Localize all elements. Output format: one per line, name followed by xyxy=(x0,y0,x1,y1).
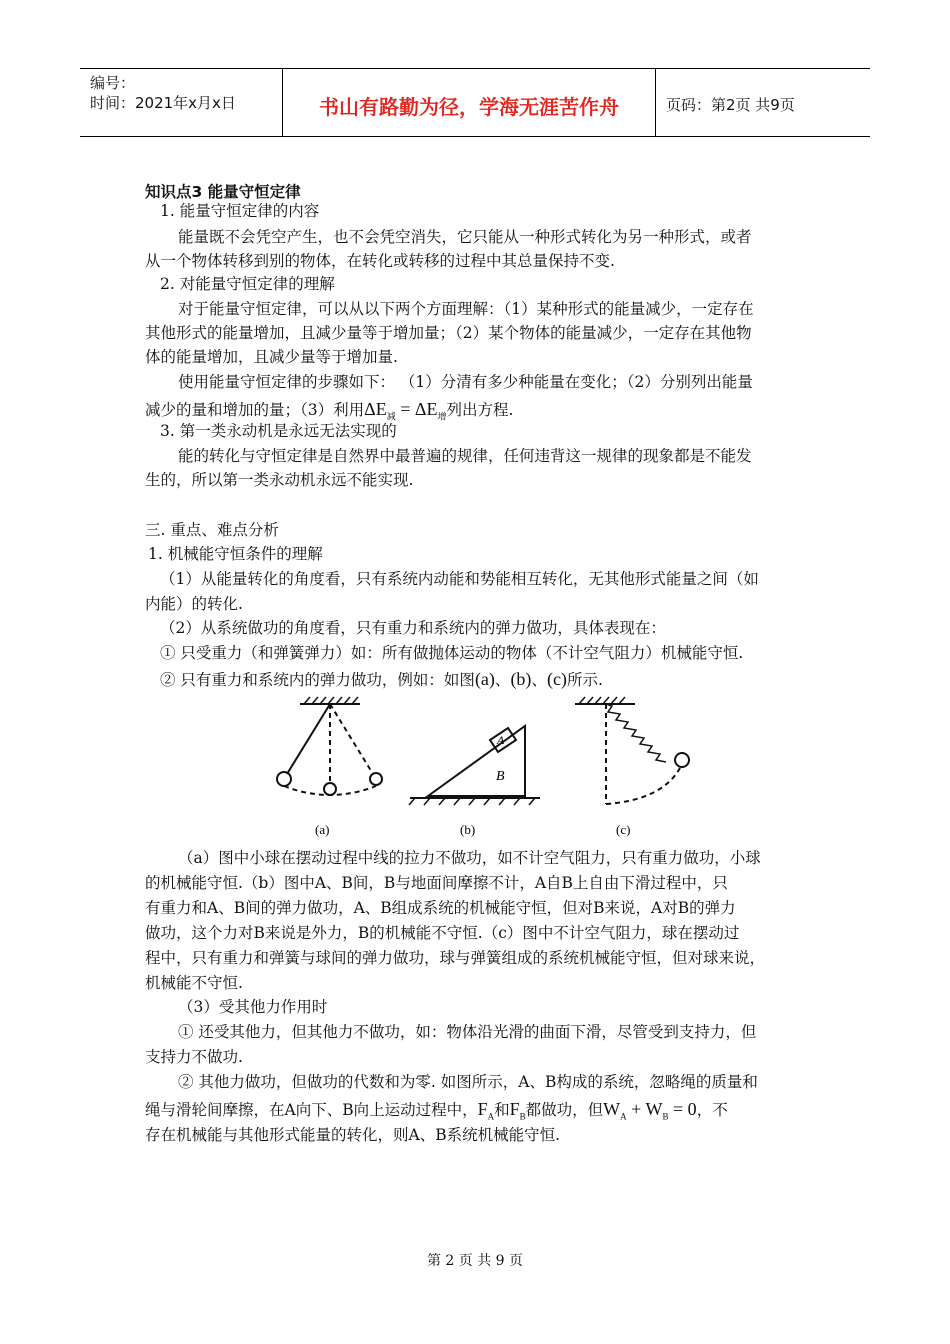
figure-label-b: (b) xyxy=(460,822,476,837)
paragraph-line: 的机械能守恒.（b）图中A、B间，B与地面间摩擦不计，A自B上自由下滑过程中，只 xyxy=(145,874,728,892)
subheading: 1. 机械能守恒条件的理解 xyxy=(148,545,323,563)
paragraph-line: （1）从能量转化的角度看，只有系统内动能和势能相互转化，无其他形式能量之间（如 xyxy=(160,570,759,588)
figure-ref-c: (c) xyxy=(546,669,567,689)
ground-hatch xyxy=(409,798,535,805)
paragraph-line: （3）受其他力作用时 xyxy=(178,998,328,1016)
paragraph-line: ② 其他力做功，但做功的代数和为零. 如图所示，A、B构成的系统，忽略绳的质量和 xyxy=(178,1073,758,1091)
f-symbol: F xyxy=(477,1099,488,1119)
sub-increase: 增 xyxy=(437,411,447,422)
delta-e: ΔE xyxy=(414,399,438,419)
w-symbol: W xyxy=(603,1099,621,1119)
paragraph-line xyxy=(160,667,603,692)
spring-pendulum-diagram xyxy=(575,697,689,804)
sub-decrease: 减 xyxy=(386,411,396,422)
incline-diagram xyxy=(409,726,540,805)
paragraph-line: ① 只受重力（和弹簧弹力）如：所有做抛体运动的物体（不计空气阻力）机械能守恒. xyxy=(160,644,744,662)
pendulum-string xyxy=(287,704,330,774)
paragraph-line: 使用能量守恒定律的步骤如下： （1）分清有多少种能量在变化；（2）分别列出能量 xyxy=(178,373,753,391)
paragraph-line: 对于能量守恒定律，可以从以下两个方面理解：（1）某种形式的能量减少，一定存在 xyxy=(178,300,754,318)
spring-ball xyxy=(675,753,689,767)
pendulum-ball-ghost xyxy=(324,783,336,795)
paragraph-line: ① 还受其他力，但其他力不做功，如：物体沿光滑的曲面下滑，尽管受到支持力，但 xyxy=(178,1023,757,1041)
text-run: 都做功，但 xyxy=(525,1101,604,1119)
pendulum-string-dashed xyxy=(330,704,373,774)
header-page-cell xyxy=(656,69,870,136)
section-heading: 知识点3 能量守恒定律 xyxy=(145,183,301,201)
spring xyxy=(606,704,666,762)
text-run: 减少的量和增加的量；（3）利用 xyxy=(145,401,365,419)
ceiling-hatch xyxy=(304,697,358,704)
separator: 、 xyxy=(494,671,511,689)
paragraph-line: 从一个物体转移到别的物体，在转化或转移的过程中其总量保持不变. xyxy=(145,252,615,270)
figure-ref-a: (a) xyxy=(474,669,495,689)
w-sub-a: A xyxy=(620,1111,627,1122)
paragraph-line: 程中，只有重力和弹簧与球间的弹力做功，球与弹簧组成的系统机械能守恒，但对球来说， xyxy=(145,949,766,967)
paragraph-line: 有重力和A、B间的弹力做功，A、B组成系统的机械能守恒，但对B来说，A对B的弹力 xyxy=(145,899,736,917)
motto: 书山有路勤为径，学海无涯苦作舟 xyxy=(319,95,619,119)
paragraph-line: 能量既不会凭空产生，也不会凭空消失，它只能从一种形式转化为另一种形式，或者 xyxy=(178,228,752,246)
figure-ref-b: (b) xyxy=(510,669,532,689)
swing-arc xyxy=(284,786,376,795)
figure-label-c: (c) xyxy=(616,822,631,837)
paragraph-line: （a）图中小球在摆动过程中线的拉力不做功，如不计空气阻力，只有重力做功，小球 xyxy=(178,849,761,867)
paragraph-line: 能的转化与守恒定律是自然界中最普遍的规律，任何违背这一规律的现象都是不能发 xyxy=(178,447,752,465)
text-run: 所示. xyxy=(566,671,603,689)
text-run: 绳与滑轮间摩擦，在A向下、B向上运动过程中， xyxy=(145,1101,478,1119)
w-symbol: W xyxy=(645,1099,663,1119)
energy-equation xyxy=(364,399,447,422)
page-label: 页码：第2页 共9页 xyxy=(666,96,795,114)
paragraph-line: 其他形式的能量增加，且减少量等于增加量；（2）某个物体的能量减少，一定存在其他物 xyxy=(145,324,752,342)
force-fa xyxy=(477,1099,495,1122)
header-meta-cell xyxy=(80,69,283,136)
paragraph-line: 机械能不守恒. xyxy=(145,974,243,992)
pendulum-diagram xyxy=(277,697,382,795)
subheading: 3. 第一类永动机是永远无法实现的 xyxy=(160,422,397,440)
text-run: ② 只有重力和系统内的弹力做功，例如：如图 xyxy=(160,671,475,689)
equals-zero: = 0 xyxy=(673,1099,697,1119)
text-run: 和 xyxy=(494,1101,510,1119)
force-fb xyxy=(509,1099,526,1122)
f-sub-b: B xyxy=(519,1111,526,1122)
figure-label-a: (a) xyxy=(315,822,330,837)
f-sub-a: A xyxy=(487,1111,495,1122)
equals-sign: = xyxy=(400,399,411,419)
page-footer: 第 2 页 共 9 页 xyxy=(426,1253,524,1269)
paragraph-line: 生的，所以第一类永动机永远不能实现. xyxy=(145,471,414,489)
text-run: 列出方程. xyxy=(446,401,514,419)
separator: 、 xyxy=(531,671,547,689)
wedge-b xyxy=(428,726,525,796)
delta-e: ΔE xyxy=(364,399,387,419)
pendulum-ball xyxy=(277,772,291,786)
plus-sign: + xyxy=(631,1099,642,1119)
mechanics-figure xyxy=(270,692,700,842)
work-equation xyxy=(603,1099,697,1122)
page-header xyxy=(80,68,870,137)
subheading: 1. 能量守恒定律的内容 xyxy=(160,202,320,220)
f-symbol: F xyxy=(509,1099,520,1119)
figure-svg xyxy=(270,692,700,842)
paragraph-line: 内能）的转化. xyxy=(145,595,243,613)
header-motto-cell xyxy=(283,69,656,136)
paragraph-line: 支持力不做功. xyxy=(145,1048,243,1066)
block-b-label: B xyxy=(496,769,505,784)
w-sub-b: B xyxy=(662,1111,669,1122)
pendulum-ball-ghost xyxy=(370,773,382,785)
text-run: ，不 xyxy=(696,1101,728,1119)
time-label: 时间：2021年x月x日 xyxy=(90,94,236,112)
subheading: 2. 对能量守恒定律的理解 xyxy=(160,275,335,293)
section-heading: 三. 重点、难点分析 xyxy=(145,521,279,539)
trajectory-arc xyxy=(606,768,680,804)
ceiling-hatch xyxy=(579,697,625,704)
block-a-label: A xyxy=(497,733,505,747)
paragraph-line: （2）从系统做功的角度看，只有重力和系统内的弹力做功，具体表现在： xyxy=(160,619,666,637)
number-label: 编号： xyxy=(90,74,136,92)
paragraph-line: 做功，这个力对B来说是外力，B的机械能不守恒.（c）图中不计空气阻力，球在摆动过 xyxy=(145,924,740,942)
paragraph-line: 体的能量增加，且减少量等于增加量. xyxy=(145,348,398,366)
paragraph-line: 存在机械能与其他形式能量的转化，则A、B系统机械能守恒. xyxy=(145,1126,561,1144)
